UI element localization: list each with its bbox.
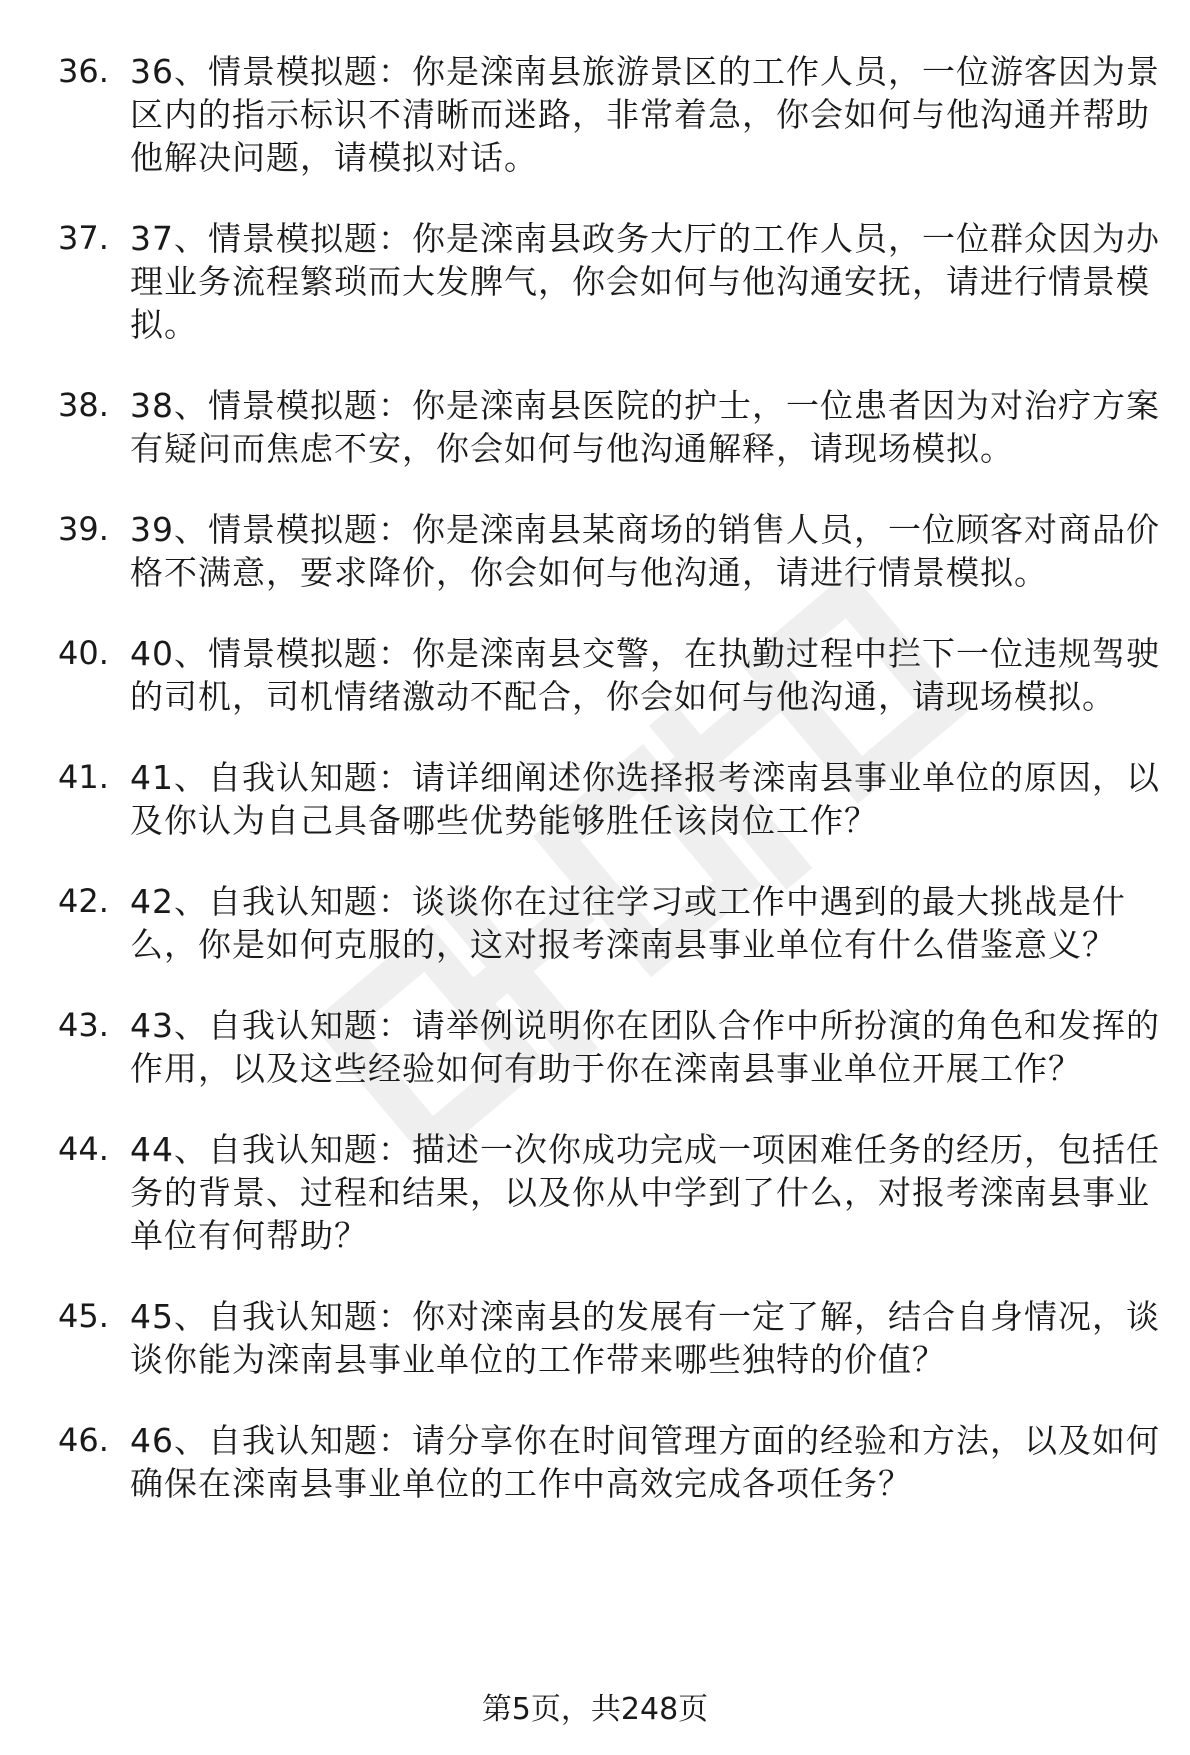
question-number: 42. [58, 882, 109, 920]
list-item [58, 508, 1160, 594]
question-number: 38. [58, 386, 109, 424]
question-text: 41、自我认知题：请详细阐述你选择报考滦南县事业单位的原因，以及你认为自己具备哪些优势能够胜任该岗位工作？ [130, 758, 1160, 840]
page-footer [0, 1690, 1190, 1730]
question-number: 36. [58, 52, 109, 90]
question-text: 39、情景模拟题：你是滦南县某商场的销售人员，一位顾客对商品价格不满意，要求降价，你会如何与他沟通，请进行情景模拟。 [130, 510, 1160, 592]
question-text: 42、自我认知题：谈谈你在过往学习或工作中遇到的最大挑战是什么，你是如何克服的，这对报考滦南县事业单位有什么借鉴意义？ [130, 882, 1126, 964]
question-text: 36、情景模拟题：你是滦南县旅游景区的工作人员，一位游客因为景区内的指示标识不清晰而迷路，非常着急，你会如何与他沟通并帮助他解决问题，请模拟对话。 [130, 52, 1160, 177]
question-text: 40、情景模拟题：你是滦南县交警，在执勤过程中拦下一位违规驾驶的司机，司机情绪激动不配合，你会如何与他沟通，请现场模拟。 [130, 634, 1160, 716]
question-number: 44. [58, 1130, 109, 1168]
list-item [58, 217, 1160, 346]
question-list [58, 50, 1160, 1543]
question-text: 43、自我认知题：请举例说明你在团队合作中所扮演的角色和发挥的作用，以及这些经验如何有助于你在滦南县事业单位开展工作？ [130, 1006, 1160, 1088]
question-number: 46. [58, 1421, 109, 1459]
list-item [58, 880, 1160, 966]
page-indicator: 第5页，共248页 [481, 1692, 709, 1727]
question-text: 45、自我认知题：你对滦南县的发展有一定了解，结合自身情况，谈谈你能为滦南县事业单位的工作带来哪些独特的价值？ [130, 1297, 1160, 1379]
question-text: 44、自我认知题：描述一次你成功完成一项困难任务的经历，包括任务的背景、过程和结果，以及你从中学到了什么，对报考滦南县事业单位有何帮助？ [130, 1130, 1160, 1255]
list-item [58, 1128, 1160, 1257]
list-item [58, 1004, 1160, 1090]
question-text: 37、情景模拟题：你是滦南县政务大厅的工作人员，一位群众因为办理业务流程繁琐而大发脾气，你会如何与他沟通安抚，请进行情景模拟。 [130, 219, 1160, 344]
question-number: 40. [58, 634, 109, 672]
question-text: 46、自我认知题：请分享你在时间管理方面的经验和方法，以及如何确保在滦南县事业单位的工作中高效完成各项任务？ [130, 1421, 1160, 1503]
question-number: 39. [58, 510, 109, 548]
question-number: 37. [58, 219, 109, 257]
list-item [58, 50, 1160, 179]
question-number: 41. [58, 758, 109, 796]
list-item [58, 632, 1160, 718]
question-text: 38、情景模拟题：你是滦南县医院的护士，一位患者因为对治疗方案有疑问而焦虑不安，你会如何与他沟通解释，请现场模拟。 [130, 386, 1160, 468]
list-item [58, 756, 1160, 842]
list-item [58, 1295, 1160, 1381]
question-number: 45. [58, 1297, 109, 1335]
list-item [58, 1419, 1160, 1505]
question-number: 43. [58, 1006, 109, 1044]
list-item [58, 384, 1160, 470]
